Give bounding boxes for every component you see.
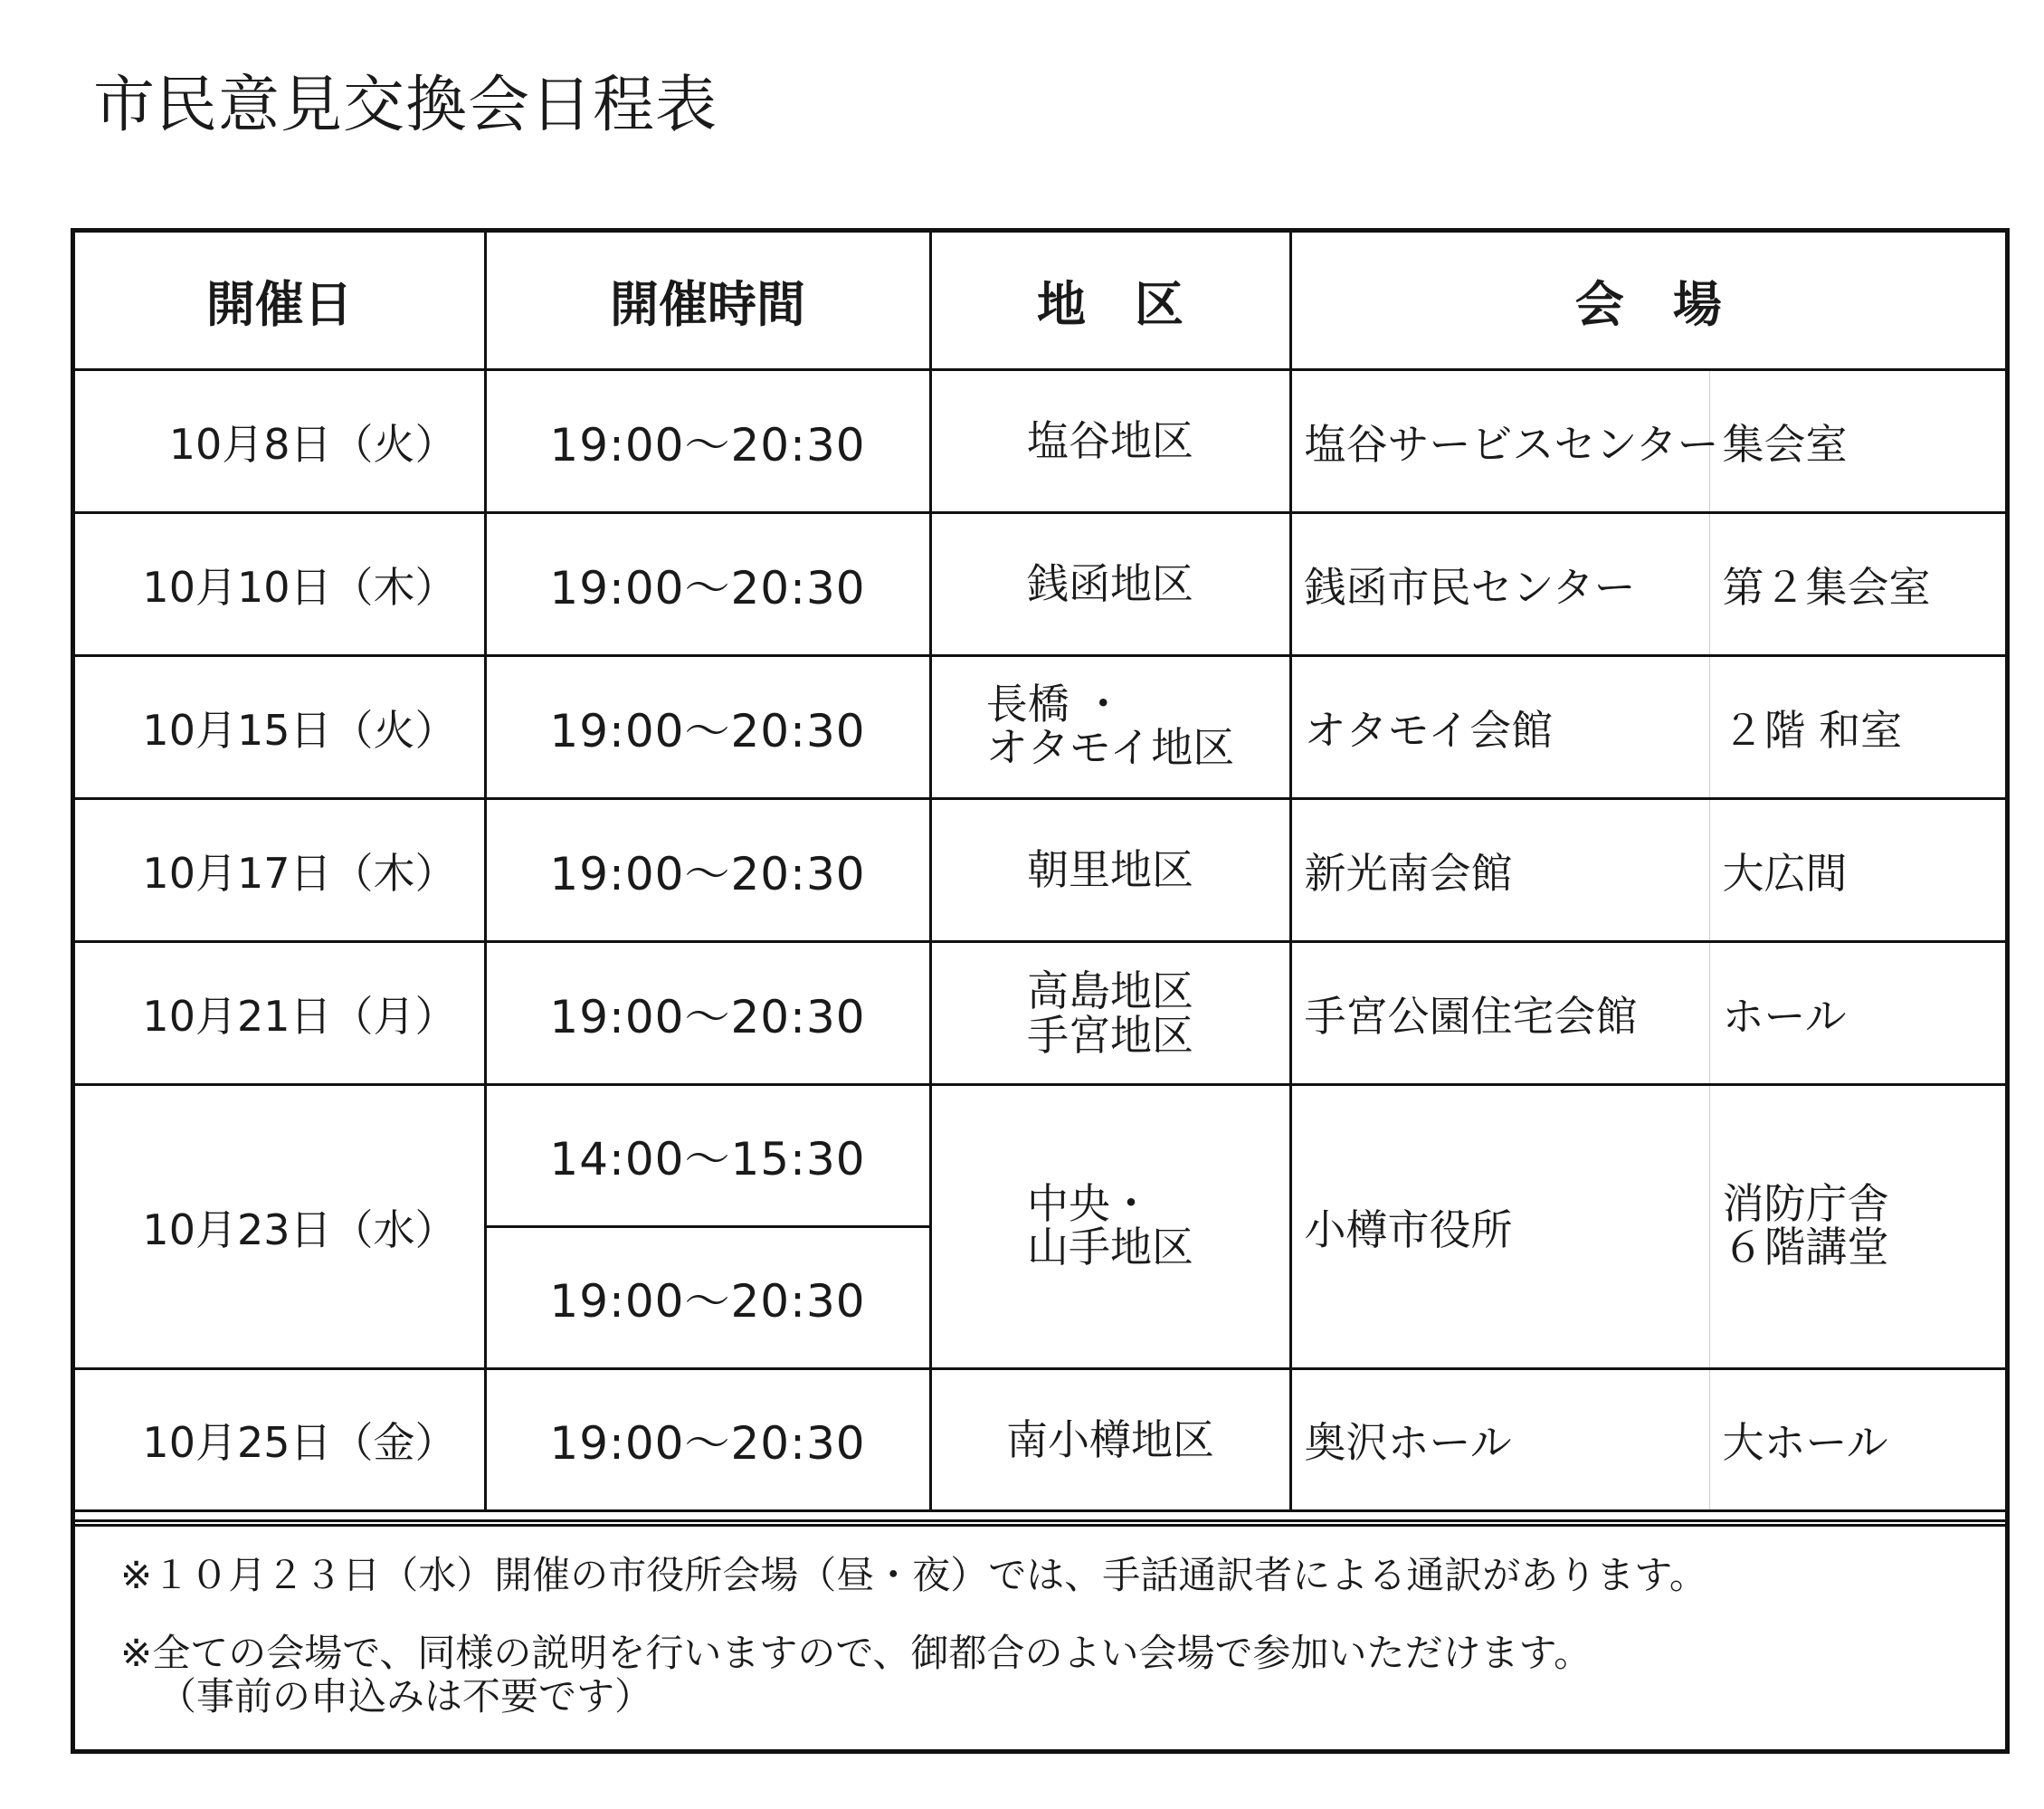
time-cell: 19:00～20:30 <box>485 1227 930 1369</box>
room-label: ６階講堂 <box>1722 1223 1889 1272</box>
page-title: 市民意見交換会日程表 <box>93 70 718 141</box>
district-label: 南小樽地区 <box>1006 1414 1214 1464</box>
venue-cell: 新光南会館 <box>1290 799 1709 942</box>
date-cell: 10月15日（火） <box>75 656 485 799</box>
date-cell: 10月23日（水） <box>75 1085 485 1369</box>
venue-cell: 手宮公園住宅会館 <box>1290 942 1709 1085</box>
district-label: オタモイ地区 <box>985 723 1235 773</box>
schedule-table <box>75 233 2005 1512</box>
room-cell <box>1709 513 2005 656</box>
venue-cell: 塩谷サービスセンター <box>1290 370 1709 513</box>
room-label: 集会室 <box>1722 419 1848 469</box>
district-cell <box>930 513 1290 656</box>
room-label: ２階 和室 <box>1722 705 1903 755</box>
room-cell <box>1709 799 2005 942</box>
district-cell <box>930 799 1290 942</box>
room-cell <box>1709 942 2005 1085</box>
district-label: 山手地区 <box>1027 1223 1193 1272</box>
room-cell <box>1709 1085 2005 1369</box>
room-label: 大広間 <box>1722 848 1848 898</box>
time-cell: 19:00～20:30 <box>485 370 930 513</box>
date-cell: 10月21日（月） <box>75 942 485 1085</box>
time-cell: 19:00～20:30 <box>485 656 930 799</box>
schedule-sheet <box>71 228 2010 1754</box>
room-label: ホール <box>1722 991 1847 1041</box>
venue-cell: 銭函市民センター <box>1290 513 1709 656</box>
table-row <box>75 370 2005 513</box>
room-cell <box>1709 1369 2005 1511</box>
date-cell: 10月10日（木） <box>75 513 485 656</box>
district-label: 銭函地区 <box>1027 559 1193 609</box>
district-cell <box>930 1085 1290 1369</box>
header-date: 開催日 <box>75 233 485 370</box>
table-row <box>75 1085 2005 1227</box>
time-cell: 19:00～20:30 <box>485 513 930 656</box>
time-cell: 19:00～20:30 <box>485 799 930 942</box>
venue-cell: 小樽市役所 <box>1290 1085 1709 1369</box>
header-district: 地 区 <box>930 233 1290 370</box>
district-cell <box>930 656 1290 799</box>
table-row <box>75 942 2005 1085</box>
table-row <box>75 656 2005 799</box>
time-cell: 19:00～20:30 <box>485 1369 930 1511</box>
notes-section <box>75 1519 2005 1749</box>
venue-cell: オタモイ会館 <box>1290 656 1709 799</box>
time-cell: 14:00～15:30 <box>485 1085 930 1227</box>
date-cell: 10月25日（金） <box>75 1369 485 1511</box>
note-sign-language: ※１０月２３日（水）開催の市役所会場（昼・夜）では、手話通訳者による通訳があります。 <box>120 1553 1707 1597</box>
district-cell <box>930 1369 1290 1511</box>
header-venue: 会 場 <box>1290 233 2005 370</box>
district-label: 高島地区 <box>1027 966 1193 1016</box>
table-row <box>75 799 2005 942</box>
note-all-venues-text: ※全ての会場で、同様の説明を行いますので、御都合のよい会場で参加いただけます。 <box>120 1631 1592 1675</box>
table-row <box>75 1369 2005 1511</box>
district-cell <box>930 942 1290 1085</box>
district-label: 中央・ <box>1027 1178 1152 1228</box>
time-cell: 19:00～20:30 <box>485 942 930 1085</box>
district-label: 長橋 ・ <box>985 679 1125 728</box>
room-label: 第２集会室 <box>1722 562 1931 612</box>
table-row <box>75 513 2005 656</box>
room-cell <box>1709 370 2005 513</box>
district-label: 塩谷地区 <box>1027 416 1193 466</box>
note-no-registration: （事前の申込みは不要です） <box>158 1674 653 1719</box>
room-label: 消防庁舎 <box>1722 1178 1889 1228</box>
venue-cell: 奥沢ホール <box>1290 1369 1709 1511</box>
district-label: 手宮地区 <box>1027 1010 1193 1060</box>
room-cell <box>1709 656 2005 799</box>
note-all-venues <box>120 1632 2005 1719</box>
header-time: 開催時間 <box>485 233 930 370</box>
date-cell: 10月8日（火） <box>75 370 485 513</box>
district-cell <box>930 370 1290 513</box>
table-header-row <box>75 233 2005 370</box>
district-label: 朝里地区 <box>1027 845 1193 895</box>
room-label: 大ホール <box>1722 1418 1888 1467</box>
date-cell: 10月17日（木） <box>75 799 485 942</box>
